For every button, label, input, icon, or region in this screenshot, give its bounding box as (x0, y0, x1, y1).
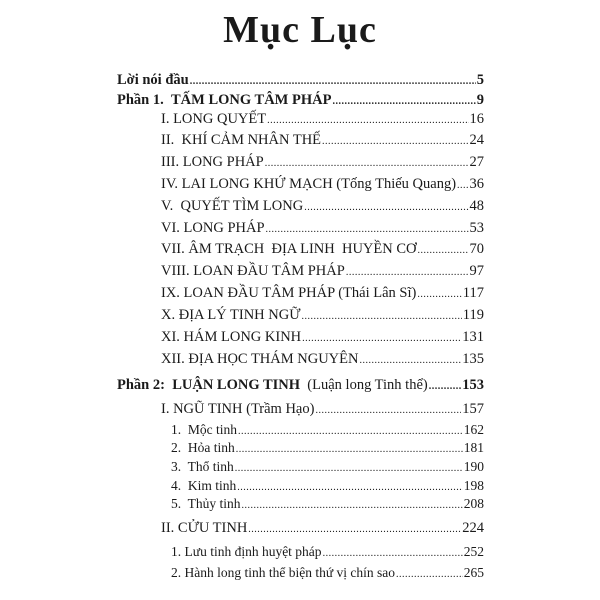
toc-entry[interactable] (117, 70, 484, 90)
dot-leader (302, 329, 461, 349)
toc-entry[interactable] (161, 218, 484, 238)
toc-entry[interactable] (161, 130, 484, 150)
dot-leader (242, 496, 463, 516)
toc-entry[interactable] (161, 399, 484, 419)
toc-entry-label (161, 399, 314, 419)
toc-entry-label (171, 420, 237, 440)
toc-page-number: 190 (463, 459, 484, 474)
toc-entry-title: I. NGŨ TINH (Trầm Hạo) (161, 401, 315, 417)
toc-entry-title: 1. Lưu tinh định huyệt pháp (171, 544, 322, 559)
toc-entry[interactable] (171, 438, 484, 458)
toc-entry-label (171, 457, 234, 477)
toc-entry-title: VIII. LOAN ĐẦU TÂM PHÁP (161, 263, 345, 279)
toc-entry-label (161, 130, 321, 150)
toc-entry[interactable] (161, 109, 484, 129)
toc-entry-label (161, 305, 300, 325)
toc-entry-title: 1. Mộc tinh (171, 422, 237, 437)
toc-entry-title: 4. Kim tinh (171, 478, 237, 493)
toc-entry-title: TẤM LONG TÂM PHÁP (171, 92, 332, 108)
toc-page-number: 162 (463, 422, 484, 437)
toc-page-number: 252 (463, 544, 484, 559)
toc-entry-title: IV. LAI LONG KHỨ MẠCH (Tống Thiếu Quang) (161, 176, 457, 192)
toc-page-number: 53 (469, 220, 484, 236)
toc-page-number: 198 (463, 478, 484, 493)
toc-entry[interactable] (161, 196, 484, 216)
toc-entry-title: 2. Hỏa tinh (171, 440, 235, 455)
toc-entry-title: VI. LONG PHÁP (161, 220, 265, 236)
toc-entry-title: 5. Thủy tinh (171, 496, 241, 511)
toc-page-number: 181 (463, 440, 484, 455)
toc-entry-title: II. KHÍ CẢM NHÂN THẾ (161, 132, 322, 148)
toc-entry-label (117, 90, 331, 110)
dot-leader (248, 520, 461, 540)
toc-entry[interactable] (161, 518, 484, 538)
toc-page-number: 208 (463, 496, 484, 511)
toc-page-number: 9 (476, 92, 484, 108)
toc-page-number: 97 (469, 263, 484, 279)
toc-page-number: 131 (462, 329, 484, 345)
toc-entry[interactable] (171, 457, 484, 477)
toc-entry-label (171, 438, 235, 458)
toc-entry[interactable] (161, 349, 484, 369)
toc-entry-label (171, 542, 322, 562)
toc-entry[interactable] (117, 375, 484, 395)
toc-entry-label (117, 70, 189, 90)
dot-leader (301, 307, 461, 327)
toc-entry[interactable] (171, 563, 484, 583)
dot-leader (315, 401, 461, 421)
dot-leader (322, 132, 468, 152)
toc-page-number: 265 (463, 565, 484, 580)
toc-entry-title: V. QUYẾT TÌM LONG (161, 198, 304, 214)
toc-entry[interactable] (161, 239, 484, 259)
toc-page-number: 119 (462, 307, 484, 323)
toc-part-prefix: Phần 2: (117, 377, 165, 393)
toc-entry-title: VII. ÂM TRẠCH ĐỊA LINH HUYỀN CƠ (161, 241, 417, 257)
toc-entry-label (161, 327, 301, 347)
dot-leader (267, 111, 468, 131)
dot-leader (417, 285, 461, 305)
toc-entry[interactable] (171, 476, 484, 496)
toc-entry[interactable] (171, 420, 484, 440)
toc-entry-label (161, 218, 265, 238)
toc-page-number: 153 (462, 377, 484, 393)
toc-page-number: 48 (469, 198, 484, 214)
toc-entry[interactable] (117, 90, 484, 110)
toc-entry-title: I. LONG QUYẾT (161, 111, 267, 127)
dot-leader (304, 198, 468, 218)
dot-leader (323, 544, 463, 564)
toc-entry-title: XI. HÁM LONG KINH (161, 329, 302, 345)
toc-entry-label (161, 239, 417, 259)
toc-page-number: 27 (469, 154, 484, 170)
toc-page-number: 24 (469, 132, 484, 148)
toc-page-number: 117 (462, 285, 484, 301)
toc-entry-label (161, 349, 359, 369)
toc-entry[interactable] (161, 174, 484, 194)
toc-entry[interactable] (161, 327, 484, 347)
toc-entry-title: III. LONG PHÁP (161, 154, 264, 170)
dot-leader (396, 565, 463, 585)
toc-entry[interactable] (161, 305, 484, 325)
toc-entry[interactable] (171, 494, 484, 514)
toc-entry[interactable] (171, 542, 484, 562)
toc-page-number: 135 (462, 351, 484, 367)
dot-leader (265, 154, 469, 174)
toc-page-number: 36 (469, 176, 484, 192)
toc-entry[interactable] (161, 261, 484, 281)
toc-entry-label (171, 476, 236, 496)
toc-page-number: 157 (462, 401, 484, 417)
toc-entry-label (161, 152, 264, 172)
dot-leader (418, 241, 469, 261)
toc-entry-title: IX. LOAN ĐẦU TÂM PHÁP (Thái Lân Sĩ) (161, 285, 417, 301)
toc-page-number: 16 (469, 111, 484, 127)
dot-leader (190, 72, 476, 92)
toc-entry-label (161, 283, 416, 303)
page-title: Mục Lục (223, 9, 377, 51)
dot-leader (457, 176, 468, 196)
toc-entry-label (171, 494, 241, 514)
toc-entry-subtitle: (Luận long Tinh thể) (307, 377, 428, 393)
toc-entry-title: 3. Thổ tinh (171, 459, 234, 474)
toc-entry-label (171, 563, 395, 583)
dot-leader (266, 220, 469, 240)
toc-entry-title: XII. ĐỊA HỌC THÁM NGUYÊN (161, 351, 359, 367)
toc-entry-label (117, 375, 428, 395)
dot-leader (429, 377, 462, 397)
toc-page-number: 224 (462, 520, 484, 536)
toc-part-prefix: Phần 1. (117, 92, 164, 108)
toc-entry-title: 2. Hành long tinh thể biện thứ vị chín sao (171, 565, 396, 580)
toc-entry-label (161, 174, 456, 194)
toc-entry[interactable] (161, 283, 484, 303)
toc-entry-title: Lời nói đầu (117, 72, 189, 88)
toc-entry-label (161, 518, 247, 538)
toc-entry-label (161, 196, 303, 216)
toc-entry-title: LUẬN LONG TINH (172, 377, 301, 393)
dot-leader (346, 263, 469, 283)
toc-entry-label (161, 109, 266, 129)
toc-page-number: 5 (476, 72, 484, 88)
dot-leader (360, 351, 462, 371)
toc-entry[interactable] (161, 152, 484, 172)
toc-entry-title: II. CỬU TINH (161, 520, 248, 536)
toc-page-number: 70 (469, 241, 484, 257)
toc-entry-title: X. ĐỊA LÝ TINH NGỮ (161, 307, 301, 323)
toc-entry-label (161, 261, 345, 281)
